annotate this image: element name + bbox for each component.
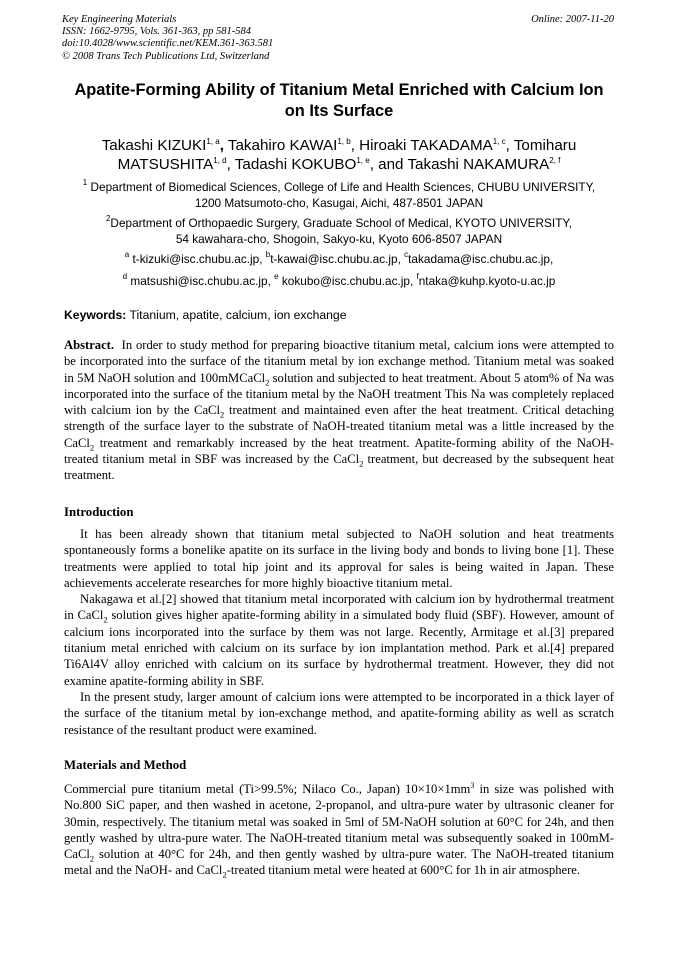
author-sup: 1, b	[337, 137, 351, 146]
author-name: Tadashi KOKUBO	[234, 156, 357, 173]
subscript: 2	[265, 377, 270, 388]
introduction-heading: Introduction	[64, 505, 134, 519]
methods-paragraph	[64, 781, 614, 879]
affiliation-number: 2	[105, 214, 111, 223]
copyright-line: © 2008 Trans Tech Publications Ltd, Switzerland	[62, 50, 270, 62]
abstract-text: treatment and remarkably increased by the heat treatment. Apatite-forming ability of the NaOH-treated titanium metal in SBF was increased by the CaCl	[64, 435, 614, 467]
introduction-body	[64, 526, 614, 738]
subscript: 2	[89, 442, 95, 453]
subscript: 2	[222, 870, 227, 880]
intro-paragraph: In the present study, larger amount of calcium ions were attempted to be incorporated in a thick layer of the surface of the titanium metal by ion-exchange method, and apatite-forming ability as well as scratch resistance of the resultant product were examined.	[64, 689, 614, 737]
methods-text: solution at 40°C for 24h, and then gently washed by ultra-pure water. The NaOH-treated titanium metal and the NaOH- and CaCl	[64, 847, 614, 878]
author-name: Takahiro KAWAI	[227, 137, 338, 154]
journal-name: Key Engineering Materials	[62, 14, 177, 25]
author-sup: 1, d	[213, 156, 227, 165]
methods-text: in size was polished with No.800 SiC paper, and then washed in acetone, 2-propanol, and ultra-pure water by ultrasonic cleaner for 30min, respectively. The titanium metal was soaked in 5ml of 5M-NaOH solution at 60°C for 24h, and then gently washed by ultra-pure water. The NaOH-treated titanium metal was subsequently soaked in 100mM-CaCl	[64, 782, 614, 862]
intro-text: Nakagawa et al.[2] showed that titanium metal incorporated with calcium ion by hydrothermal treatment in CaCl	[64, 592, 614, 623]
intro-paragraph: It has been already shown that titanium metal subjected to NaOH solution and heat treatments spontaneously forms a bonelike apatite on its surface in the living body and bonds to living bone [1]. These treatments were applied to total hip joint and its approval for sales is being waited in Japan. These achievements accelerate researches for more highly bioactive titanium metal.	[64, 527, 614, 590]
email-link[interactable]: t-kawai@isc.chubu.ac.jp,	[270, 252, 401, 266]
email-sup: e	[274, 272, 279, 281]
affiliation-1	[50, 179, 628, 211]
doi-line: doi:10.4028/www.scientific.net/KEM.361-363.581	[62, 38, 274, 50]
abstract-text: solution and subjected to heat treatment. About 5 atom% of Na was incorporated into the surface of the titanium metal by the NaOH treatment This Na was completely replaced with calcium ion by the CaCl	[64, 370, 614, 418]
methods-text: Commercial pure titanium metal (Ti>99.5%; Nilaco Co., Japan) 10×10×1mm	[64, 782, 471, 796]
author-sup: 2, f	[549, 156, 561, 165]
author-name: Hiroaki TAKADAMA	[359, 137, 493, 154]
email-link[interactable]: kokubo@isc.chubu.ac.jp,	[281, 274, 414, 288]
author-and: and	[378, 156, 404, 173]
author-name: Tomiharu	[513, 137, 577, 154]
abstract-label: Abstract.	[64, 338, 115, 352]
subscript: 2	[103, 615, 108, 625]
paper-title	[50, 80, 628, 122]
intro-text: solution gives higher apatite-forming ability in a simulated body fluid (SBF). However, amount of calcium ions incorporated into the surface by them was not large. Recently, Armitage et al.[3] prepared titanium metal enriched with calcium on its surface by ion implantation method. Park et al.[4] prepared Ti6Al4V alloy enriched with calcium on its surface by hydrothermal treatment. However, they did not examine apatite-forming ability in SBF.	[64, 608, 615, 688]
email-link[interactable]: takadama@isc.chubu.ac.jp,	[408, 252, 554, 266]
affiliation-address: 1200 Matsumoto-cho, Kasugai, Aichi, 487-8501 JAPAN	[194, 196, 484, 210]
author-line-1: Takashi KIZUKI$^{1, a}$, Takahiro KAWAI$^{1, b}$, Hiroaki TAKADAMA$^{1, c}$, Tomiharu	[101, 137, 577, 154]
title-line-1: Apatite-Forming Ability of Titanium Metal Enriched with Calcium Ion	[74, 81, 604, 99]
email-sup: d	[122, 272, 128, 281]
author-name: Takashi KIZUKI	[101, 137, 207, 154]
online-date: Online: 2007-11-20	[531, 14, 614, 25]
email-link[interactable]: ntaka@kuhp.kyoto-u.ac.jp	[418, 274, 556, 288]
affiliation-text: Department of Biomedical Sciences, College of Life and Health Sciences, CHUBU UNIVERSITY,	[90, 180, 596, 194]
abstract	[64, 337, 614, 484]
abstract-text: treatment and maintained even after the heat treatment. Critical detaching strength of the surface layer to the substrate of NaOH-treated titanium metal was a little increased by the CaCl	[64, 403, 614, 450]
email-sup: f	[416, 272, 419, 281]
author-list	[50, 136, 628, 174]
keywords-label: Keywords:	[64, 308, 127, 322]
author-sup: 1, e	[356, 156, 370, 165]
author-name: Takashi NAKAMURA	[407, 156, 550, 173]
email-sup: a	[124, 250, 130, 259]
abstract-text: treatment, but decreased by the subsequent heat treatment.	[64, 452, 614, 483]
superscript: 3	[470, 781, 475, 790]
subscript: 2	[359, 458, 364, 469]
author-sup: 1, c	[492, 137, 506, 146]
methods-heading: Materials and Method	[64, 758, 187, 772]
affiliation-2	[50, 215, 628, 247]
intro-paragraph	[64, 591, 614, 689]
journal-header	[62, 14, 614, 63]
email-link[interactable]: t-kizuki@isc.chubu.ac.jp,	[132, 252, 263, 266]
abstract-text: In order to study method for preparing bioactive titanium metal, calcium ions were attempted to be incorporated into the surface of the titanium metal by ion exchange method. Titanium metal was soaked in 5M NaOH solution and 100mMCaCl	[64, 338, 615, 385]
affiliation-text: Department of Orthopaedic Surgery, Graduate School of Medical, KYOTO UNIVERSITY,	[110, 216, 573, 230]
subscript: 2	[89, 853, 95, 864]
author-sup: 1, a	[206, 137, 220, 146]
email-line-2	[50, 274, 628, 288]
title-line-2: on Its Surface	[284, 102, 394, 120]
affiliation-number: 1	[82, 178, 88, 187]
email-link[interactable]: matsushi@isc.chubu.ac.jp,	[130, 274, 271, 288]
methods-text: -treated titanium metal were heated at 600°C for 1h in air atmosphere.	[226, 863, 581, 878]
email-line-1	[50, 252, 628, 266]
email-sup: c	[404, 250, 409, 259]
subscript: 2	[219, 409, 225, 420]
issn-line: ISSN: 1662-9795, Vols. 361-363, pp 581-584	[62, 26, 251, 38]
affiliation-address: 54 kawahara-cho, Shogoin, Sakyo-ku, Kyoto 606-8507 JAPAN	[175, 232, 503, 246]
methods-body	[64, 781, 614, 879]
email-sup: b	[265, 250, 271, 259]
keywords	[64, 308, 347, 322]
author-line-2: MATSUSHITA$^{1, d}$, Tadashi KOKUBO$^{1, e}$, and Takashi NAKAMURA$^{2, f}$	[117, 156, 561, 173]
keywords-text: Titanium, apatite, calcium, ion exchange	[129, 308, 347, 322]
author-name: MATSUSHITA	[117, 156, 214, 173]
